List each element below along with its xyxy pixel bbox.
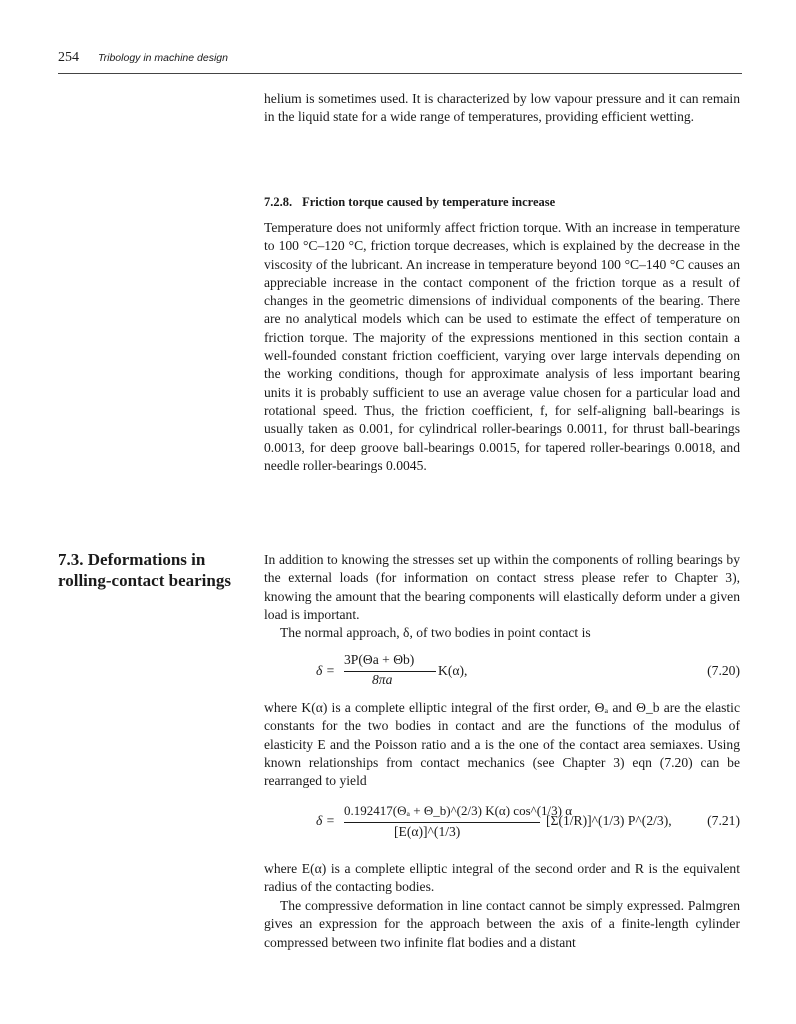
paragraph-where-e: where E(α) is a complete elliptic integral of the second order and R is the equivalent radius of the contacting bodies. xyxy=(264,861,740,895)
paragraph-where-k: where K(α) is a complete elliptic integral of the first order, Θₐ and Θ_b are the elastic constants for the two bodies in contact and are the functions of the modulus of elasticity E and the Poisson ratio and a is the one of the contact area semiaxes. Using known relationships from contact mechanics (see Chapter 3) eqn (7.20) can be rearranged to yield xyxy=(264,700,740,789)
subsection-heading xyxy=(264,195,555,210)
paragraph-normal-approach: The normal approach, δ, of two bodies in point contact is xyxy=(280,625,591,640)
equation-7-21 xyxy=(264,797,740,847)
section-title-line1: Deformations in xyxy=(87,550,206,569)
section-heading xyxy=(58,549,258,591)
eq20-lhs: δ = xyxy=(316,663,335,678)
subsection-title: Friction torque caused by temperature increase xyxy=(302,195,556,209)
eq21-numerator: 0.192417(Θₐ + Θ_b)^(2/3) K(α) cos^(1/3) α xyxy=(344,803,573,818)
eq20-numerator: 3P(Θa + Θb) xyxy=(344,652,415,667)
section-title-line2: rolling-contact bearings xyxy=(58,571,231,590)
running-title: Tribology in machine design xyxy=(98,52,228,64)
paragraph-compressive: The compressive deformation in line contact cannot be simply expressed. Palmgren gives an expression for the approach between the axis of a finite-length cylinder compressed between two infinite flat bodies and a distant xyxy=(264,898,740,950)
section-number: 7.3. xyxy=(58,550,84,569)
page-header xyxy=(58,50,738,70)
page-number: 254 xyxy=(58,50,79,65)
header-rule xyxy=(58,73,742,74)
eq21-bracket-term: [Σ(1/R)]^(1/3) P^(2/3), xyxy=(546,813,672,828)
subsection-number: 7.2.8. xyxy=(264,195,293,209)
paragraph-intro-deformation: In addition to knowing the stresses set up within the components of rolling bearings by the external loads (for information on contact stress please refer to Chapter 3), knowing the amount that the bearing components will elastically deform under a given load is important. xyxy=(264,552,740,622)
equation-7-20 xyxy=(264,652,740,692)
eq21-number: (7.21) xyxy=(707,813,740,828)
eq21-fraction-bar xyxy=(344,822,540,823)
eq21-lhs: δ = xyxy=(316,813,335,828)
paragraph-temperature: Temperature does not uniformly affect friction torque. With an increase in temperature to 100 °C–120 °C, friction torque decreases, which is explained by the decrease in the viscosity of the lubricant. An increase in temperature beyond 100 °C–140 °C causes an appreciable increase in the contact component of the friction torque as a result of changes in the geometric dimensions of individual components of the bearing. There are no analytical models which can be used to estimate the effect of temperature on friction torque. The majority of the expressions mentioned in this section contain a well-founded constant friction coefficient, varying over large intervals depending on the working conditions, though for approximate analysis of less important bearing units it is probably sufficient to use an average value chosen for a particular load and rotational speed. Thus, the friction coefficient, f, for self-aligning ball-bearings is usually taken as 0.001, for cylindrical roller-bearings 0.0011, for thrust ball-bearings 0.0013, for deep groove ball-bearings 0.0015, for tapered roller-bearings 0.0018, and needle roller-bearings 0.0045. xyxy=(264,220,740,473)
eq20-tail: K(α), xyxy=(438,663,468,678)
eq20-number: (7.20) xyxy=(707,663,740,678)
paragraph-helium: helium is sometimes used. It is characterized by low vapour pressure and it can remain in the liquid state for a wide range of temperatures, providing efficient wetting. xyxy=(264,91,740,125)
eq20-denominator: 8πa xyxy=(372,672,393,687)
eq21-denominator: [E(α)]^(1/3) xyxy=(394,824,461,839)
